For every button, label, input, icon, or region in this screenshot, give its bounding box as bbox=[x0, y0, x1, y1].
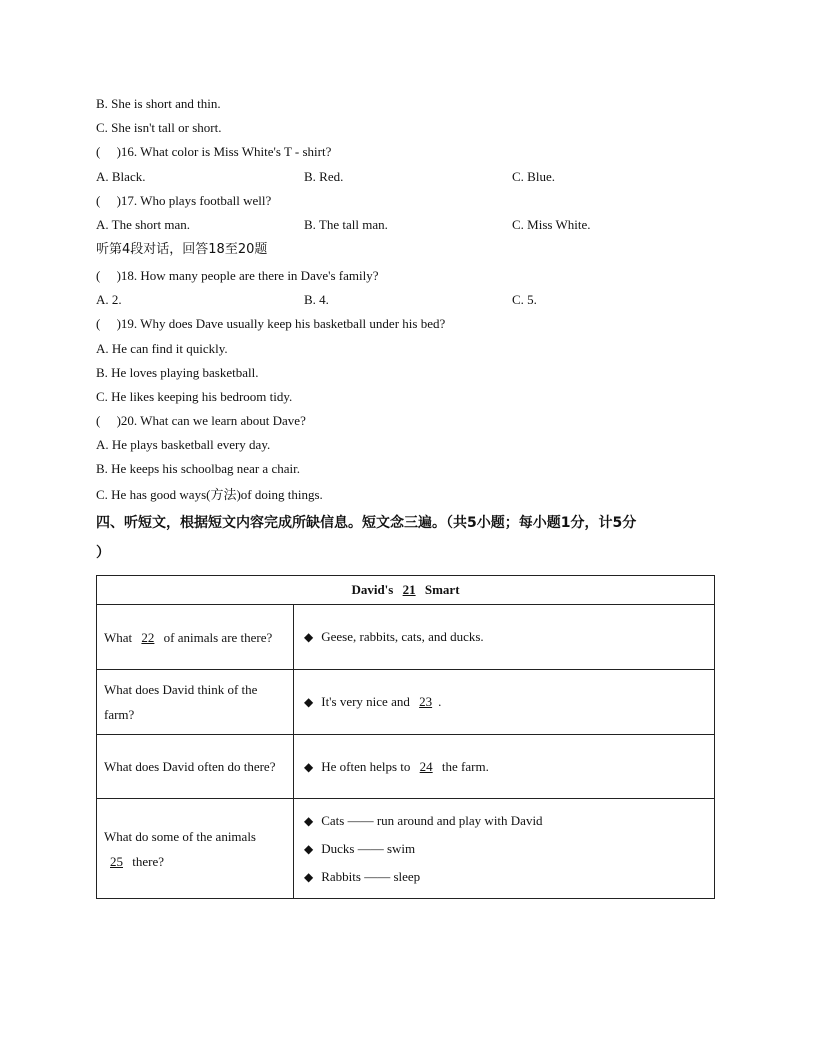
q17-option-a: A. The short man. bbox=[96, 217, 190, 232]
part-4-heading-cont: ） bbox=[96, 545, 110, 561]
line-c-not-tall: C. She isn't tall or short. bbox=[96, 120, 222, 135]
bullet-text: Cats —— run around and play with David bbox=[321, 812, 543, 828]
q16-option-c: C. Blue. bbox=[512, 169, 555, 184]
table-title bbox=[97, 576, 715, 605]
q19-option-a: A. He can find it quickly. bbox=[96, 341, 228, 356]
q20-option-b: B. He keeps his schoolbag near a chair. bbox=[96, 461, 300, 476]
diamond-bullet-icon: ◆ bbox=[304, 869, 314, 884]
table-row-question bbox=[97, 799, 294, 899]
table-row-answer bbox=[294, 735, 715, 799]
table-row-question bbox=[97, 670, 294, 735]
list-item bbox=[304, 863, 704, 891]
q17-option-b: B. The tall man. bbox=[304, 217, 388, 232]
bullet-text: Ducks —— swim bbox=[321, 840, 416, 856]
q17-option-c: C. Miss White. bbox=[512, 217, 591, 232]
list-item bbox=[304, 835, 704, 863]
a-text: He often helps to bbox=[321, 758, 411, 774]
q-text: there? bbox=[132, 853, 165, 869]
diamond-bullet-icon: ◆ bbox=[304, 695, 314, 709]
a-text: the farm. bbox=[441, 758, 489, 774]
q18-option-a: A. 2. bbox=[96, 292, 122, 307]
blank-21: 21 bbox=[402, 582, 416, 597]
list-item bbox=[304, 807, 704, 835]
a-text: . bbox=[438, 694, 442, 709]
table-row-question bbox=[97, 605, 294, 670]
q-text: What do some of the animals bbox=[104, 828, 256, 844]
blank-23: 23 bbox=[419, 694, 433, 709]
section-4-instruction: 听第4段对话，回答18至20题 bbox=[96, 242, 268, 257]
line-b-short-thin: B. She is short and thin. bbox=[96, 96, 221, 111]
question-19: ( )19. Why does Dave usually keep his basketball under his bed? bbox=[96, 316, 446, 331]
question-16: ( )16. What color is Miss White's T - shirt? bbox=[96, 144, 332, 159]
q18-option-c: C. 5. bbox=[512, 292, 537, 307]
blank-25: 25 bbox=[110, 853, 123, 869]
blank-22: 22 bbox=[141, 629, 155, 645]
q19-option-c: C. He likes keeping his bedroom tidy. bbox=[96, 389, 293, 404]
title-post: Smart bbox=[424, 582, 460, 597]
q-text: of animals are there? bbox=[163, 629, 273, 645]
table-row-answer bbox=[294, 605, 715, 670]
table-row-answer bbox=[294, 799, 715, 899]
q19-option-b: B. He loves playing basketball. bbox=[96, 365, 259, 380]
title-pre: David's bbox=[351, 582, 394, 597]
diamond-bullet-icon: ◆ bbox=[304, 813, 314, 828]
q20-option-a: A. He plays basketball every day. bbox=[96, 437, 271, 452]
question-20: ( )20. What can we learn about Dave? bbox=[96, 413, 306, 428]
table-row-question bbox=[97, 735, 294, 799]
question-17: ( )17. Who plays football well? bbox=[96, 193, 272, 208]
diamond-bullet-icon: ◆ bbox=[304, 759, 314, 774]
question-18: ( )18. How many people are there in Dave's family? bbox=[96, 268, 379, 283]
a-text: Geese, rabbits, cats, and ducks. bbox=[321, 629, 484, 644]
a-text: It's very nice and bbox=[321, 694, 410, 709]
q-text: What does David think of the farm? bbox=[104, 682, 258, 722]
table-row-answer bbox=[294, 670, 715, 735]
q20-option-c: C. He has good ways(方法)of doing things. bbox=[96, 487, 323, 502]
q16-option-b: B. Red. bbox=[304, 169, 344, 184]
q-text: What does David often do there? bbox=[104, 759, 276, 774]
blank-24: 24 bbox=[419, 758, 433, 774]
info-table bbox=[96, 575, 715, 899]
diamond-bullet-icon: ◆ bbox=[304, 630, 314, 644]
part-4-heading: 四、听短文，根据短文内容完成所缺信息。短文念三遍。（共5小题；每小题1分，计5分 bbox=[96, 515, 637, 531]
q18-option-b: B. 4. bbox=[304, 292, 329, 307]
bullet-text: Rabbits —— sleep bbox=[321, 868, 421, 884]
diamond-bullet-icon: ◆ bbox=[304, 841, 314, 856]
q-text: What bbox=[104, 629, 133, 645]
q16-option-a: A. Black. bbox=[96, 169, 146, 184]
